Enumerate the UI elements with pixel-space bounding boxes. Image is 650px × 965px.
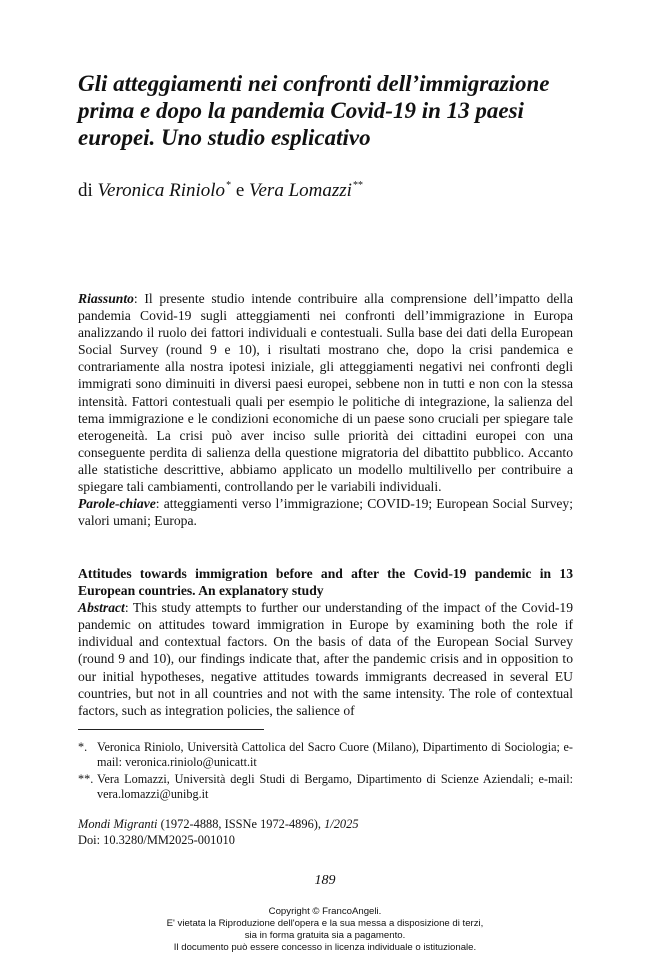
italian-abstract <box>78 290 573 529</box>
page-number: 189 <box>314 873 336 888</box>
english-title: Attitudes towards immigration before and after the Covid-19 pandemic in 13 European countries. An explanatory study <box>78 566 573 599</box>
riassunto-label: Riassunto <box>78 291 134 306</box>
riassunto-text: : Il presente studio intende contribuire alla comprensione dell’impatto della pandemia Covid-19 sugli atteggiamenti nei confronti dell’immigrazione in Europa analizzando il ruolo dei fattori individuali e contestuali. Sulla base dei dati della European Social Survey (round 9 e 10), i risultati mostrano che, dopo la crisi pandemica e contrariamente alla nostra ipotesi iniziale, gli atteggiamenti negativi nei confronti degli immigrati sono diminuiti in diversi paesi europei, sebbene non in tutti e non con la stessa intensità. Fattori contestuali quali per esempio le politiche di integrazione, la salienza del tema immigrazione e le condizioni economiche di un paese sono cruciali per spiegare tale eterogeneità. La crisi può aver inciso sulle priorità dei cittadini europei con una conseguente perdita di salienza della questione migratoria del dibattito pubblico. Accanto alle statistiche descrittive, abbiamo applicato un modello multilivello per contribuire a spiegare tali cambiamenti, controllando per le variabili individuali. <box>78 291 573 495</box>
footnote <box>78 772 573 803</box>
author-name: Veronica Riniolo <box>97 180 226 201</box>
copyright-line: sia in forma gratuita sia a pagamento. <box>244 930 406 941</box>
footnotes <box>78 740 573 804</box>
author-name: Vera Lomazzi <box>249 180 352 201</box>
footnote-mark: **. <box>78 771 94 786</box>
footnote-mark: *. <box>78 740 88 754</box>
copyright-notice <box>0 906 650 954</box>
footnote-divider <box>78 729 264 730</box>
byline-prefix: di <box>78 180 93 201</box>
abstract-label: Abstract <box>78 600 125 616</box>
journal-issue: 1/2025 <box>324 817 359 831</box>
footnote-text: Veronica Riniolo, Università Cattolica del Sacro Cuore (Milano), Dipartimento di Sociologia; e-mail: veronica.riniolo@unicatt.it <box>97 740 573 770</box>
journal-name: Mondi Migranti <box>78 817 158 831</box>
keywords-paragraph <box>78 495 573 529</box>
footnote-marker: * <box>226 180 232 191</box>
article-title: Gli atteggiamenti nei confronti dell’immigrazione prima e dopo la pandemia Covid-19 in 13 paesi europei. Uno studio esplicativo <box>78 71 550 150</box>
riassunto-paragraph <box>78 290 573 495</box>
copyright-line: Copyright © FrancoAngeli. <box>268 906 382 917</box>
journal-info <box>78 817 359 848</box>
copyright-line: Il documento può essere concesso in licenza individuale o istituzionale. <box>173 942 477 953</box>
keywords-label: Parole-chiave <box>78 496 156 512</box>
journal-doi: Doi: 10.3280/MM2025-001010 <box>78 832 235 847</box>
journal-issn: (1972-4888, ISSNe 1972-4896), <box>157 817 325 831</box>
english-abstract <box>78 565 573 719</box>
footnote-marker: ** <box>352 180 363 191</box>
journal-citation <box>78 817 359 833</box>
author-byline <box>78 174 363 203</box>
byline-conjunction: e <box>235 180 245 201</box>
footnote-text: Vera Lomazzi, Università degli Studi di Bergamo, Dipartimento di Scienze Aziendali; e-mail: vera.lomazzi@unibg.it <box>97 771 573 802</box>
copyright-line: E' vietata la Riproduzione dell'opera e la sua messa a disposizione di terzi, <box>166 918 484 929</box>
abstract-paragraph <box>78 599 573 719</box>
keywords-text: : atteggiamenti verso l’immigrazione; COVID-19; European Social Survey; valori umani; Europa. <box>78 496 573 529</box>
abstract-text: : This study attempts to further our understanding of the impact of the Covid-19 pandemic on attitudes toward immigration in Europe by examining both the role if individual and contextual factors. On the basis of data of the European Social Survey (round 9 and 10), our findings indicate that, after the pandemic crisis and in opposition to our initial hypotheses, negative attitudes towards immigrants decreased in several EU countries, but not in all countries and not with the same intensity. The role of contextual factors, such as integration policies, the salience of <box>78 600 573 718</box>
footnote <box>78 740 573 771</box>
